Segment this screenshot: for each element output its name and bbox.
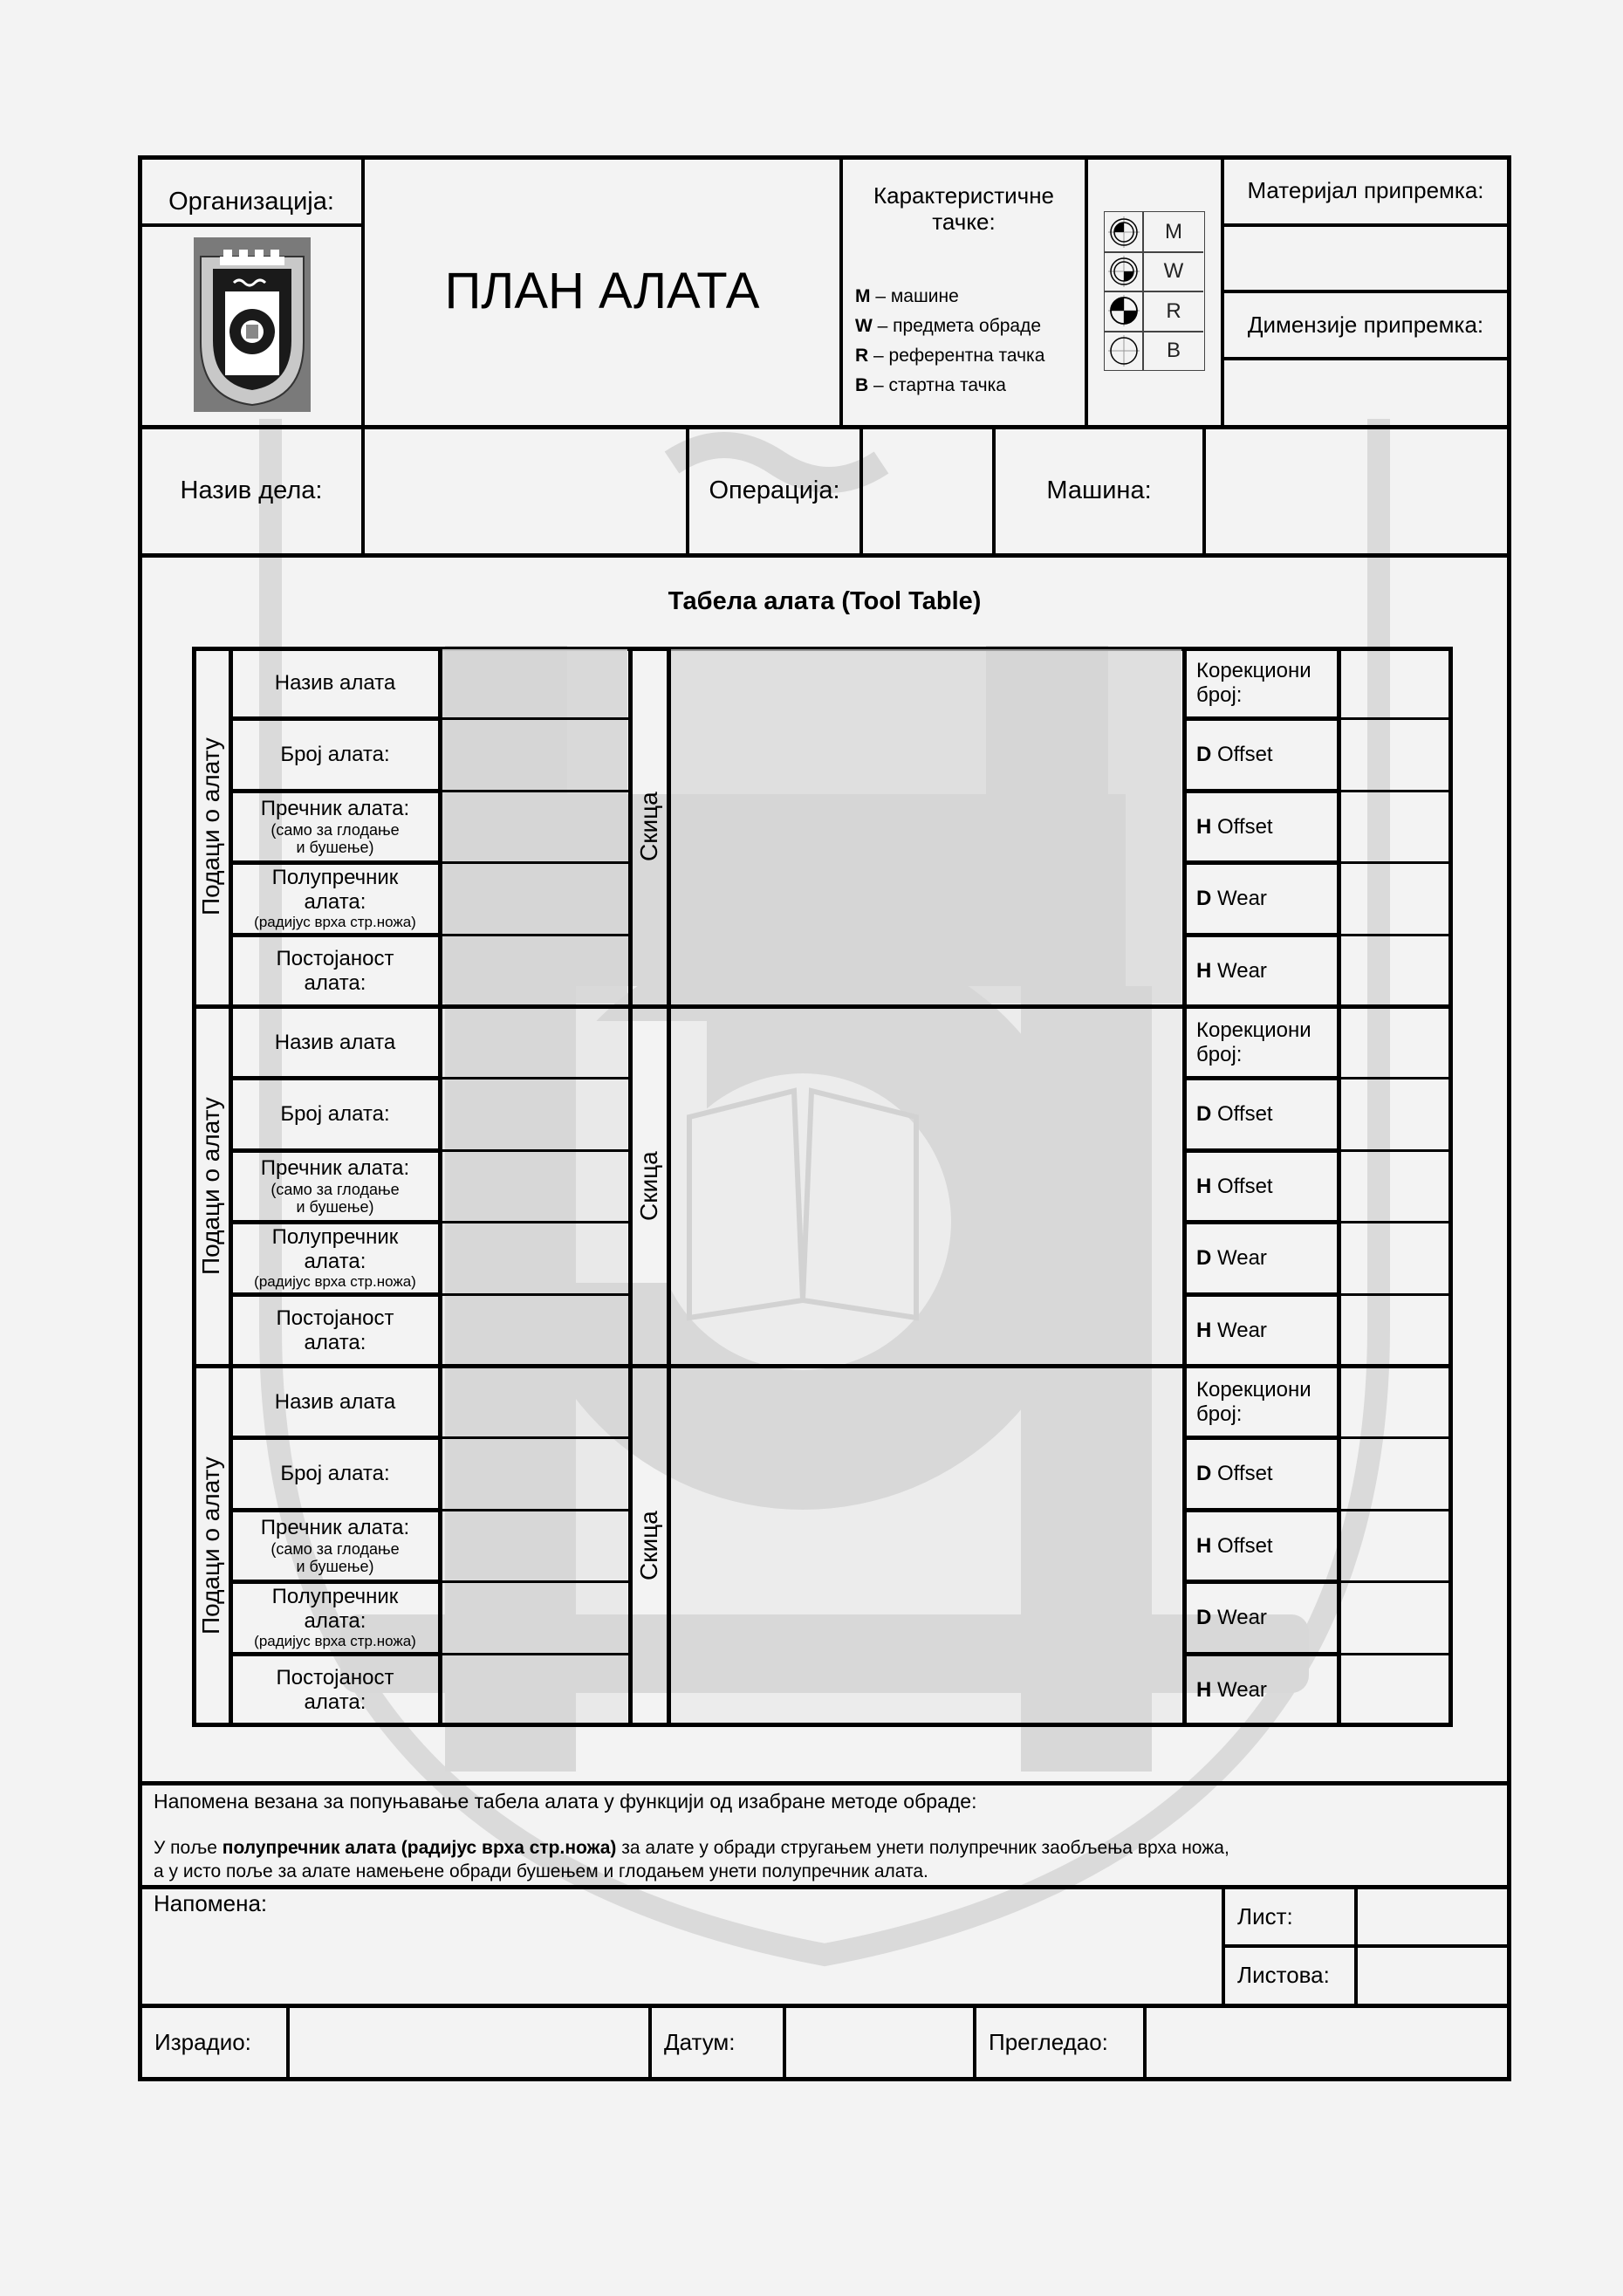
symbol-letter: R <box>1166 298 1181 323</box>
tool-attr-label: Назив алата <box>274 1030 396 1054</box>
tool-block <box>192 1366 1453 1725</box>
tool-attr-label: Пречник алата: (само за глодање и бушење) <box>260 797 410 857</box>
divider <box>138 223 363 227</box>
workpiece-zero-icon <box>1108 256 1140 287</box>
correction-value-field[interactable] <box>1341 1153 1448 1219</box>
date-field[interactable] <box>786 2008 973 2078</box>
tool-attr-label: Пречник алата: (само за глодање и бушење) <box>260 1156 410 1217</box>
tool-attr-label: Постојаност алата: <box>276 946 394 995</box>
tool-attr-value-field[interactable] <box>442 649 627 716</box>
instructions-line-1: У поље полупречник алата (радијус врха стр.ножа) за алате у обради стругањем унети полупречник заобљења врха ножа, <box>154 1838 1229 1858</box>
note-label: Напомена: <box>154 1890 268 1916</box>
symbol-table <box>1104 211 1205 371</box>
correction-label: Корекциони број: <box>1196 1377 1311 1426</box>
tool-data-group-label: Подаци о алату <box>196 737 224 915</box>
symbol-letter: M <box>1165 219 1182 243</box>
tool-attr-value-field[interactable] <box>442 1009 627 1075</box>
school-logo <box>194 237 311 412</box>
correction-label: H Wear <box>1196 958 1267 983</box>
reference-point-icon <box>1108 295 1140 326</box>
material-field[interactable] <box>1224 227 1507 290</box>
correction-value-field[interactable] <box>1341 1009 1448 1075</box>
instructions-heading: Напомена везана за попуњавање табела алата у функцији од изабране методе обраде: <box>154 1790 977 1813</box>
correction-label: D Offset <box>1196 742 1273 766</box>
sketch-field[interactable] <box>671 649 1181 1004</box>
reviewed-by-label: Прегледао: <box>989 2029 1108 2056</box>
sheet-label: Лист: <box>1237 1902 1293 1929</box>
correction-label: H Wear <box>1196 1318 1267 1342</box>
legend-item: W – предмета обраде <box>855 316 1042 336</box>
tool-attr-label: Број алата: <box>280 1101 390 1126</box>
machine-label: Машина: <box>1046 476 1152 505</box>
tool-attr-label: Назив алата <box>274 670 396 695</box>
tool-data-group-label: Подаци о алату <box>196 1097 224 1275</box>
dimensions-label: Димензије припремка: <box>1247 311 1484 338</box>
correction-value-field[interactable] <box>1341 721 1448 787</box>
material-label: Материјал припремка: <box>1247 177 1484 204</box>
tool-attr-value-field[interactable] <box>442 1080 627 1147</box>
part-name-field[interactable] <box>365 429 686 553</box>
tool-block <box>192 647 1453 1006</box>
tool-attr-label: Полупречник алата: (радијус врха стр.ножа) <box>254 866 416 931</box>
tool-attr-value-field[interactable] <box>442 1512 627 1579</box>
correction-label: H Offset <box>1196 1533 1273 1558</box>
start-point-icon <box>1108 335 1140 367</box>
operation-field[interactable] <box>863 429 992 553</box>
part-name-label: Назив дела: <box>180 476 323 505</box>
sketch-label: Скица <box>634 792 662 861</box>
tool-attr-label: Број алата: <box>280 742 390 766</box>
divider <box>1085 155 1088 428</box>
correction-label: D Offset <box>1196 1101 1273 1126</box>
symbol-letter: B <box>1166 338 1181 362</box>
correction-label: H Offset <box>1196 1174 1273 1198</box>
instructions-block <box>154 1785 1497 1882</box>
sheets-label: Листова: <box>1237 1962 1330 1989</box>
tool-attr-label: Пречник алата: (само за глодање и бушење) <box>260 1516 410 1576</box>
correction-label: D Wear <box>1196 1245 1267 1270</box>
made-by-field[interactable] <box>290 2008 648 2078</box>
dimensions-field[interactable] <box>1224 360 1507 425</box>
correction-value-field[interactable] <box>1341 865 1448 931</box>
tool-attr-value-field[interactable] <box>442 1224 627 1291</box>
tool-attr-value-field[interactable] <box>442 1297 627 1363</box>
machine-field[interactable] <box>1206 429 1507 553</box>
correction-label: D Wear <box>1196 886 1267 910</box>
instructions-line-2: а у исто поље за алате намењене обради бушењем и глодањем унети полупречник алата. <box>154 1861 928 1881</box>
note-field[interactable] <box>154 1920 1218 2003</box>
sketch-field[interactable] <box>671 1368 1181 1723</box>
reviewed-by-field[interactable] <box>1147 2008 1507 2078</box>
tool-attr-value-field[interactable] <box>442 937 627 1004</box>
tool-attr-label: Постојаност алата: <box>276 1306 394 1354</box>
machine-zero-icon <box>1108 216 1140 248</box>
school-crest-icon <box>194 237 311 412</box>
correction-label: H Offset <box>1196 814 1273 839</box>
correction-value-field[interactable] <box>1341 1656 1448 1723</box>
tool-attr-label: Полупречник алата: (радијус врха стр.ножа) <box>254 1585 416 1650</box>
char-points-legend <box>855 282 1082 401</box>
tool-attr-label: Постојаност алата: <box>276 1665 394 1714</box>
correction-value-field[interactable] <box>1341 937 1448 1004</box>
sheets-field[interactable] <box>1358 1948 1507 2004</box>
correction-value-field[interactable] <box>1341 1080 1448 1147</box>
correction-value-field[interactable] <box>1341 649 1448 716</box>
tool-attr-value-field[interactable] <box>442 1584 627 1650</box>
tool-attr-value-field[interactable] <box>442 721 627 787</box>
sketch-field[interactable] <box>671 1009 1181 1363</box>
page-title: ПЛАН АЛАТА <box>444 263 760 320</box>
correction-label: D Offset <box>1196 1461 1273 1485</box>
legend-item: B – стартна тачка <box>855 375 1006 395</box>
operation-label: Операција: <box>709 476 840 505</box>
correction-value-field[interactable] <box>1341 1440 1448 1506</box>
tool-block <box>192 1006 1453 1366</box>
symbol-letter: W <box>1163 258 1184 283</box>
tool-attr-value-field[interactable] <box>442 1440 627 1506</box>
tool-attr-value-field[interactable] <box>442 865 627 931</box>
date-label: Датум: <box>664 2029 736 2056</box>
divider <box>138 553 1511 558</box>
correction-value-field[interactable] <box>1341 1368 1448 1435</box>
sketch-label: Скица <box>634 1151 662 1221</box>
char-points-title: Карактеристичне тачке: <box>873 182 1055 235</box>
made-by-label: Израдио: <box>154 2029 251 2056</box>
tool-data-group-label: Подаци о алату <box>196 1456 224 1635</box>
correction-value-field[interactable] <box>1341 793 1448 860</box>
correction-label: D Wear <box>1196 1605 1267 1629</box>
tool-attr-value-field[interactable] <box>442 1368 627 1435</box>
sheet-field[interactable] <box>1358 1889 1507 1944</box>
tool-attr-value-field[interactable] <box>442 793 627 860</box>
correction-value-field[interactable] <box>1341 1512 1448 1579</box>
tool-attr-value-field[interactable] <box>442 1153 627 1219</box>
correction-value-field[interactable] <box>1341 1297 1448 1363</box>
tool-table-title: Табела алата (Tool Table) <box>668 587 982 616</box>
tool-attr-value-field[interactable] <box>442 1656 627 1723</box>
correction-value-field[interactable] <box>1341 1584 1448 1650</box>
correction-label: H Wear <box>1196 1677 1267 1702</box>
tool-attr-label: Полупречник алата: (радијус врха стр.ножа) <box>254 1225 416 1291</box>
tool-table <box>192 647 1453 1727</box>
sketch-label: Скица <box>634 1511 662 1580</box>
correction-label: Корекциони број: <box>1196 1018 1311 1066</box>
tool-attr-label: Број алата: <box>280 1461 390 1485</box>
organization-label: Организација: <box>168 188 334 216</box>
legend-item: M – машине <box>855 286 959 306</box>
legend-item: R – референтна тачка <box>855 346 1045 366</box>
correction-label: Корекциони број: <box>1196 658 1311 707</box>
tool-attr-label: Назив алата <box>274 1389 396 1414</box>
correction-value-field[interactable] <box>1341 1224 1448 1291</box>
